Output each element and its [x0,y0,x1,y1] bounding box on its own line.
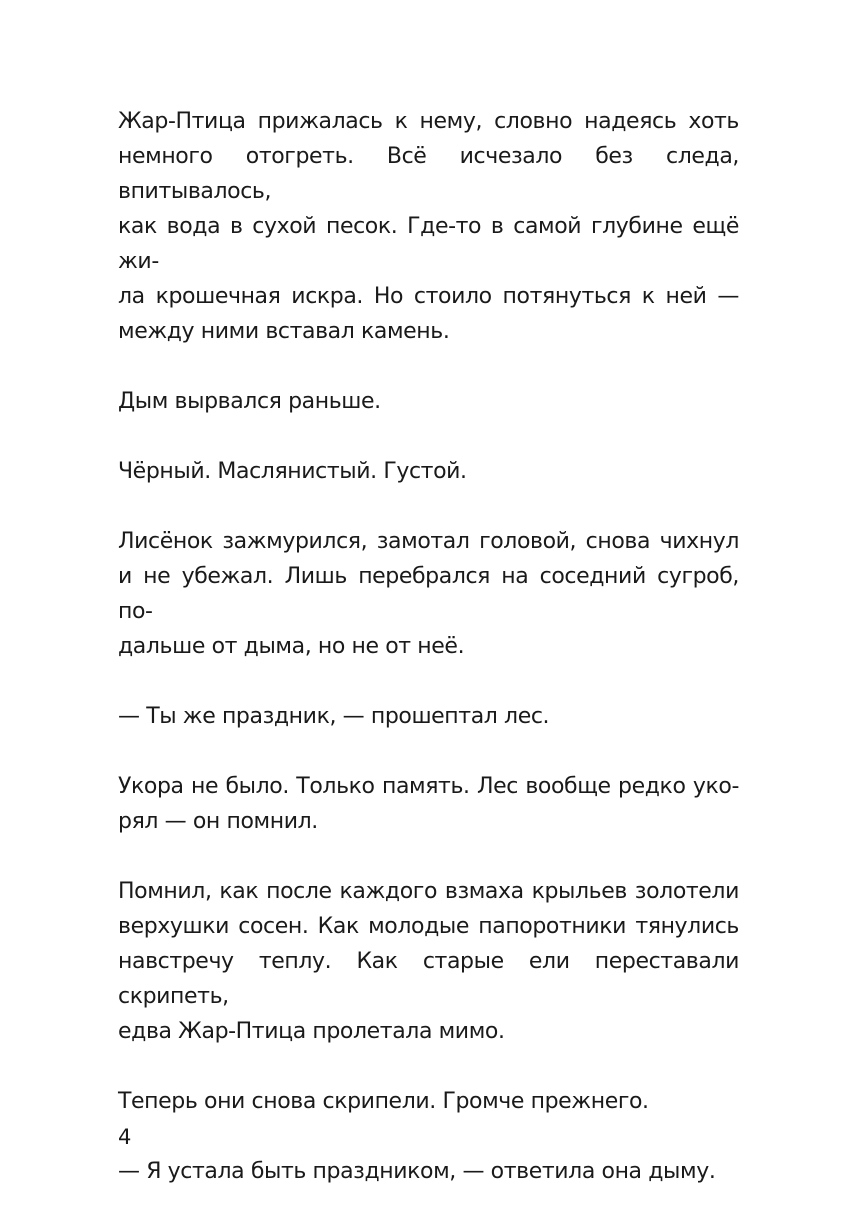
paragraph-gap [118,349,739,384]
paragraph [118,524,739,664]
text-line: Жар-Птица прижалась к нему, словно надеясь хоть [118,109,739,134]
text-line: как вода в сухой песок. Где-то в самой глубине ещё жи- [118,214,739,274]
page-body [118,104,739,1189]
paragraph-gap [118,419,739,454]
paragraph-gap [118,734,739,769]
paragraph [118,454,739,489]
text-line: между ними вставал камень. [118,319,450,344]
paragraph-gap [118,839,739,874]
paragraph-gap [118,664,739,699]
paragraph [118,384,739,419]
text-line: — Я устала быть праздником, — ответила она дыму. [118,1159,716,1184]
text-line: Укора не было. Только память. Лес вообще редко уко- [118,774,739,799]
text-line: немного отогреть. Всё исчезало без следа, впитывалось, [118,144,739,204]
text-line: верхушки сосен. Как молодые папоротники тянулись [118,914,739,939]
paragraph [118,1084,739,1119]
text-line: Теперь они снова скрипели. Громче прежнего. [118,1089,649,1114]
paragraph [118,1154,739,1189]
paragraph-gap [118,1049,739,1084]
text-line: дальше от дыма, но не от неё. [118,634,465,659]
paragraph-gap [118,1119,739,1154]
page-number: 4 [118,1125,132,1149]
text-line: Чёрный. Маслянистый. Густой. [118,459,467,484]
text-line: едва Жар-Птица пролетала мимо. [118,1019,505,1044]
text-line: навстречу теплу. Как старые ели переставали скрипеть, [118,949,739,1009]
text-line: Лисёнок зажмурился, замотал головой, снова чихнул [118,529,739,554]
paragraph [118,699,739,734]
text-line: Дым вырвался раньше. [118,389,381,414]
paragraph [118,874,739,1049]
text-line: Помнил, как после каждого взмаха крыльев золотели [118,879,739,904]
paragraph [118,769,739,839]
text-line: рял — он помнил. [118,809,318,834]
text-line: — Ты же праздник, — прошептал лес. [118,704,550,729]
paragraph-gap [118,489,739,524]
text-line: и не убежал. Лишь перебрался на соседний сугроб, по- [118,564,739,624]
paragraph [118,104,739,349]
text-line: ла крошечная искра. Но стоило потянуться к ней — [118,284,739,309]
